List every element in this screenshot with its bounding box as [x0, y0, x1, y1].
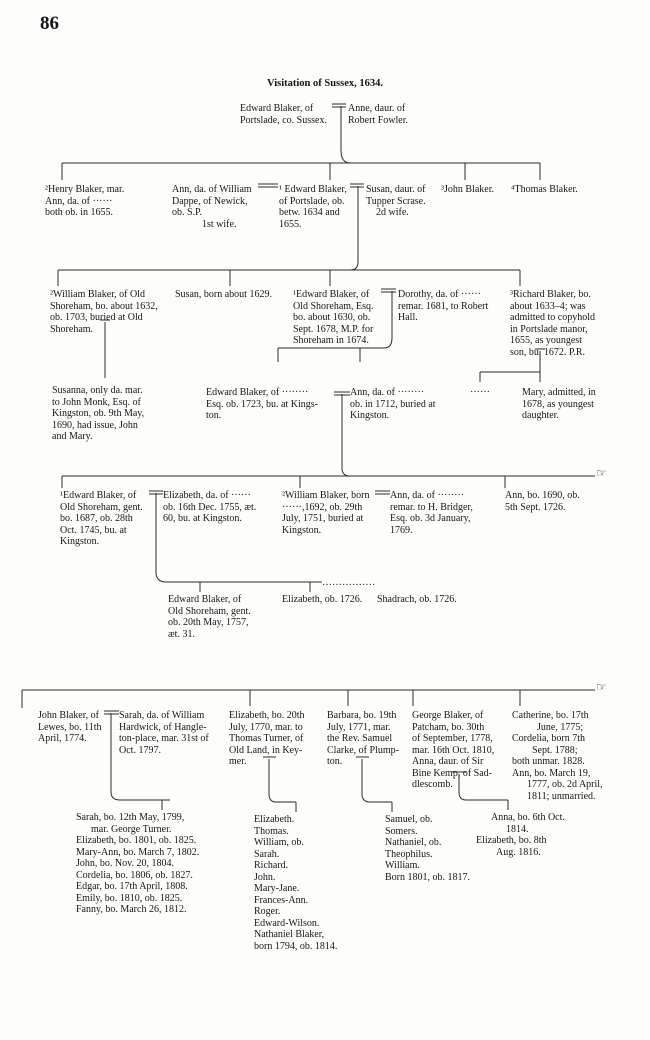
turner-children: Elizabeth. Thomas. William, ob. Sarah. Richard. John. Mary-Jane. Frances-Ann. Roger. Edward-Wilson. Nathaniel Blaker, born 1794, ob. 1814. — [254, 814, 338, 952]
richard-blaker: ³Richard Blaker, bo. about 1633–4; was admitted to copyhold in Portslade manor, 1655, as youngest son, bu. 1672. P.R. — [510, 289, 595, 358]
edward-blaker-gen3: ¹Edward Blaker, of Old Shoreham, Esq. bo. about 1630, ob. Sept. 1678, M.P. for Shoreham in 1674. — [293, 289, 374, 346]
susan-scrase: Susan, daur. of Tupper Scrase. 2d wife. — [366, 184, 426, 218]
elizabeth-gen6: Elizabeth, ob. 1726. — [282, 594, 363, 605]
barbara-clarke: Barbara, bo. 19th July, 1771, mar. the Rev. Samuel Clarke, of Plump- ton. — [327, 710, 399, 767]
sarah-hardwick: Sarah, da. of William Hardwick, of Hangle- ton-place, mar. 31st of Oct. 1797. — [119, 710, 209, 756]
george-blaker: George Blaker, of Patcham, bo. 30th of September, 1778, mar. 16th Oct. 1810, Anna, daur. of Sir Bine Kemp, of Sad- dlescomb. — [412, 710, 495, 790]
john-blaker-gen7: John Blaker, of Lewes, bo. 11th April, 1774. — [38, 710, 102, 744]
ann-blaker-gen5: Ann, bo. 1690, ob. 5th Sept. 1726. — [505, 490, 580, 513]
catherine-cordelia-ann: Catherine, bo. 17th June, 1775; Cordelia, born 7th Sept. 1788; both unmar. 1828. Ann, bo. March 19, 1777, ob. 2d April, 1811; unmarried. — [512, 710, 603, 802]
william-blaker-gen5: ²William Blaker, born ······,1692, ob. 29th July, 1751, buried at Kingston. — [282, 490, 370, 536]
william-blaker-gen3: ²William Blaker, of Old Shoreham, bo. about 1632, ob. 1703, buried at Old Shoreham. — [50, 289, 158, 335]
anne-fowler: Anne, daur. of Robert Fowler. — [348, 103, 408, 126]
ann-dappe: Ann, da. of William Dappe, of Newick, ob. S.P. 1st wife. — [172, 184, 252, 230]
susanna-monk: Susanna, only da. mar. to John Monk, Esq. of Kingston, ob. 9th May, 1690, had issue, John and Mary. — [52, 385, 145, 442]
unnamed-sibling-dots: ······ — [470, 387, 490, 398]
john-blaker-gen2: ³John Blaker. — [441, 184, 494, 195]
george-blaker-children: Anna, bo. 6th Oct. 1814. Elizabeth, bo. 8th Aug. 1816. — [476, 812, 565, 858]
john-blaker-children: Sarah, bo. 12th May, 1799, mar. George Turner. Elizabeth, bo. 1801, ob. 1825. Mary-Ann, bo. March 7, 1802. John, bo. Nov. 20, 1804. Cordelia, bo. 1806, ob. 1827. Edgar, bo. 17th April, 1808. Emily, bo. 1810, ob. 1825. Fanny, bo. March 26, 1812. — [76, 812, 200, 915]
henry-blaker: ²Henry Blaker, mar. Ann, da. of ······ both ob. in 1655. — [45, 184, 125, 218]
ann-wife-gen4: Ann, da. of ········ ob. in 1712, buried at Kingston. — [350, 387, 436, 421]
page-title: Visitation of Sussex, 1634. — [267, 78, 383, 89]
edward-blaker-gen6: Edward Blaker, of Old Shoreham, gent. ob. 20th May, 1757, æt. 31. — [168, 594, 251, 640]
thomas-blaker: ⁴Thomas Blaker. — [511, 184, 578, 195]
elizabeth-wife-gen5: Elizabeth, da. of ······ ob. 16th Dec. 1755, æt. 60, bu. at Kingston. — [163, 490, 257, 524]
dorothy: Dorothy, da. of ······ remar. 1681, to Robert Hall. — [398, 289, 489, 323]
elizabeth-turner: Elizabeth, bo. 20th July, 1770, mar. to Thomas Turner, of Old Land, in Key- mer. — [229, 710, 305, 767]
pointing-hand-icon: ☞ — [596, 680, 607, 694]
edward-blaker-gen5: ¹Edward Blaker, of Old Shoreham, gent. bo. 1687, ob. 28th Oct. 1745, bu. at Kingston. — [60, 490, 143, 547]
mary-blaker: Mary, admitted, in 1678, as youngest daughter. — [522, 387, 596, 421]
shadrach: Shadrach, ob. 1726. — [377, 594, 457, 605]
susan-gen3: Susan, born about 1629. — [175, 289, 272, 300]
edward-blaker-gen4: Edward Blaker, of ········ Esq. ob. 1723, bu. at Kings- ton. — [206, 387, 318, 421]
gen6-dots: ················ — [322, 580, 376, 591]
ann-bridger: Ann, da. of ········ remar. to H. Bridger, Esq. ob. 3d January, 1769. — [390, 490, 473, 536]
pointing-hand-icon: ☞ — [596, 466, 607, 480]
edward-blaker-progenitor: Edward Blaker, of Portslade, co. Sussex. — [240, 103, 327, 126]
page-number: 86 — [40, 13, 59, 34]
clarke-children: Samuel, ob. Somers. Nathaniel, ob. Theophilus. William. Born 1801, ob. 1817. — [385, 814, 470, 883]
edward-blaker-gen2: ¹ Edward Blaker, of Portslade, ob. betw. 1634 and 1655. — [279, 184, 347, 230]
